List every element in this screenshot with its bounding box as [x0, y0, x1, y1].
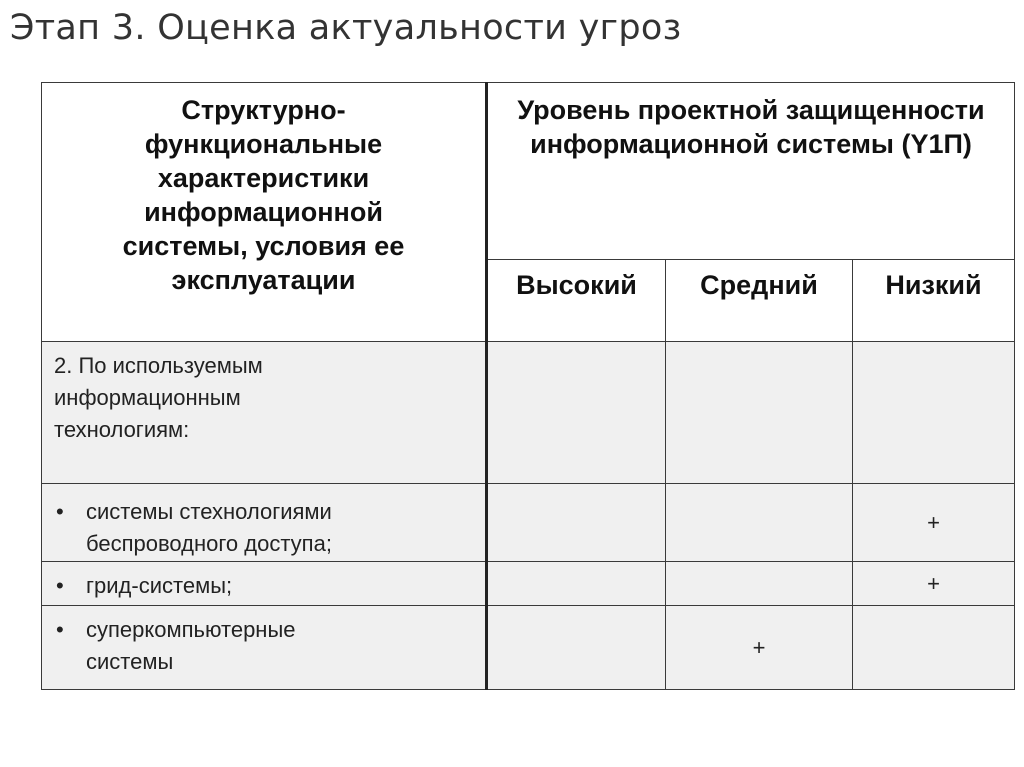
- header-level-high: Высокий: [487, 260, 666, 342]
- row-label: 2. По используемым информационным технологиям:: [54, 353, 263, 442]
- header-level-low: Низкий: [853, 260, 1015, 342]
- mark-cell-low: +: [853, 484, 1015, 562]
- mark-cell-medium: [666, 562, 853, 606]
- table-row: [42, 342, 1015, 484]
- mark-cell-high: [487, 606, 666, 690]
- mark-cell-medium: +: [666, 606, 853, 690]
- mark-cell-low: [853, 342, 1015, 484]
- threat-assessment-table: [41, 82, 1015, 690]
- table-row: [42, 562, 1015, 606]
- row-label-cell: [42, 562, 487, 606]
- header-level-medium: Средний: [666, 260, 853, 342]
- mark-cell-high: [487, 562, 666, 606]
- table-row: [42, 484, 1015, 562]
- row-label: системы стехнологиями беспроводного доступа;: [86, 499, 332, 556]
- row-label: грид-системы;: [86, 573, 233, 598]
- mark-cell-medium: [666, 342, 853, 484]
- header-security-level-text: Уровень проектной защищенности информационной системы (Y1П): [517, 95, 985, 159]
- mark-cell-low: +: [853, 562, 1015, 606]
- bullet-icon: •: [56, 499, 64, 524]
- bullet-icon: •: [56, 617, 64, 642]
- header-characteristics-text: Структурно-функциональные характеристики информационной системы, условия ее эксплуатации: [122, 95, 405, 295]
- row-label-cell: [42, 342, 487, 484]
- mark-cell-medium: [666, 484, 853, 562]
- row-label: суперкомпьютерные системы: [86, 617, 296, 674]
- bullet-icon: •: [56, 573, 64, 598]
- table-row: [42, 606, 1015, 690]
- row-label-cell: [42, 606, 487, 690]
- mark-cell-low: [853, 606, 1015, 690]
- header-security-level: [487, 83, 1015, 260]
- mark-cell-high: [487, 342, 666, 484]
- page-title: Этап 3. Оценка актуальности угроз: [10, 8, 682, 48]
- header-characteristics: [42, 83, 487, 342]
- mark-cell-high: [487, 484, 666, 562]
- row-label-cell: [42, 484, 487, 562]
- table-header-row: [42, 83, 1015, 260]
